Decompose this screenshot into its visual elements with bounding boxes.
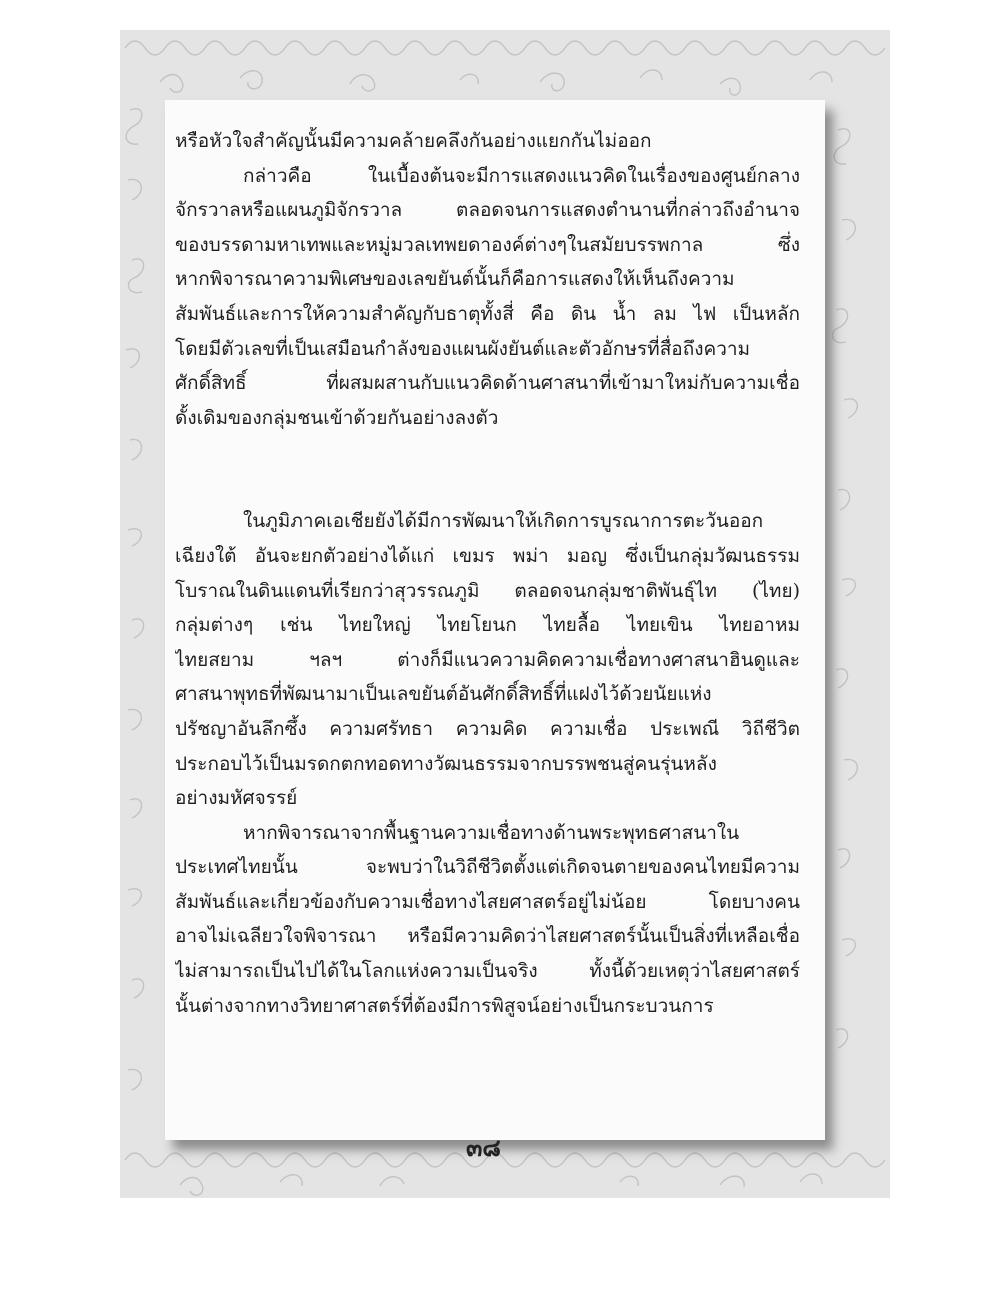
text-line: ปรัชญาอันลึกซึ้ง ความศรัทธา ความคิด ความเชื่อ ประเพณี วิถีชีวิต: [175, 717, 800, 740]
text-line: ในภูมิภาคเอเชียยังได้มีการพัฒนาให้เกิดการบูรณาการตะวันออก: [243, 510, 764, 533]
text-line: นั้นต่างจากทางวิทยาศาสตร์ที่ต้องมีการพิสูจน์อย่างเป็นกระบวนการ: [175, 994, 714, 1017]
text-line: ศาสนาพุทธที่พัฒนามาเป็นเลขยันต์อันศักดิ์สิทธิ์ที่แฝงไว้ด้วยนัยแห่ง: [175, 683, 712, 706]
text-line: กลุ่มต่างๆ เช่น ไทยใหญ่ ไทยโยนก ไทยลื้อ ไทยเขิน ไทยอาหม: [175, 614, 800, 637]
text-line: กล่าวคือ ในเบื้องต้นจะมีการแสดงแนวคิดในเรื่องของศูนย์กลาง: [243, 164, 800, 187]
text-line: ไทยสยาม ฯลฯ ต่างก็มีแนวความคิดความเชื่อทางศาสนาฮินดูและ: [175, 648, 800, 671]
paragraph-3: [175, 816, 800, 1024]
text-line: อย่างมหัศจรรย์: [175, 787, 298, 810]
text-line: ของบรรดามหาเทพและหมู่มวลเทพยดาองค์ต่างๆในสมัยบรรพกาล ซึ่ง: [175, 233, 800, 256]
text-line: โดยมีตัวเลขที่เป็นเสมือนกำลังของแผนผังยันต์และตัวอักษรที่สื่อถึงความ: [175, 337, 751, 360]
text-line: ประเทศไทยนั้น จะพบว่าในวิถีชีวิตตั้งแต่เกิดจนตายของคนไทยมีความ: [175, 856, 800, 879]
text-line: หรือหัวใจสำคัญนั้นมีความคล้ายคลึงกันอย่างแยกกันไม่ออก: [175, 130, 652, 152]
paragraph-2: [175, 504, 800, 815]
text-line: เฉียงใต้ อันจะยกตัวอย่างได้แก่ เขมร พม่า มอญ ซึ่งเป็นกลุ่มวัฒนธรรม: [175, 544, 800, 567]
text-line: ประกอบไว้เป็นมรดกตกทอดทางวัฒนธรรมจากบรรพชนสู่คนรุ่นหลัง: [175, 752, 717, 775]
text-line: โบราณในดินแดนที่เรียกว่าสุวรรณภูมิ ตลอดจนกลุ่มชาติพันธุ์ไท (ไทย): [175, 579, 800, 602]
text-line: สัมพันธ์และเกี่ยวข้องกับความเชื่อทางไสยศาสตร์อยู่ไม่น้อย โดยบางคน: [175, 890, 800, 913]
text-line: ดั้งเดิมของกลุ่มชนเข้าด้วยกันอย่างลงตัว: [175, 406, 499, 429]
text-line: ไม่สามารถเป็นไปได้ในโลกแห่งความเป็นจริง ทั้งนี้ด้วยเหตุว่าไสยศาสตร์: [175, 960, 800, 983]
text-line: สัมพันธ์และการให้ความสำคัญกับธาตุทั้งสี่ คือ ดิน น้ำ ลม ไฟ เป็นหลัก: [175, 302, 800, 325]
text-line: ศักดิ์สิทธิ์ ที่ผสมผสานกับแนวคิดด้านศาสนาที่เข้ามาใหม่กับความเชื่อ: [175, 372, 800, 395]
text-line: หากพิจารณาความพิเศษของเลขยันต์นั้นก็คือการแสดงให้เห็นถึงความ: [175, 268, 735, 291]
text-line: จักรวาลหรือแผนภูมิจักรวาล ตลอดจนการแสดงตำนานที่กล่าวถึงอำนาจ: [175, 199, 800, 222]
body-text: [175, 124, 800, 1023]
text-line: หากพิจารณาจากพื้นฐานความเชื่อทางด้านพระพุทธศาสนาใน: [243, 821, 740, 844]
page-number: ๓๘: [466, 1133, 501, 1162]
paragraph-1: [175, 124, 800, 435]
text-line: อาจไม่เฉลียวใจพิจารณา หรือมีความคิดว่าไสยศาสตร์นั้นเป็นสิ่งที่เหลือเชื่อ: [175, 925, 800, 948]
